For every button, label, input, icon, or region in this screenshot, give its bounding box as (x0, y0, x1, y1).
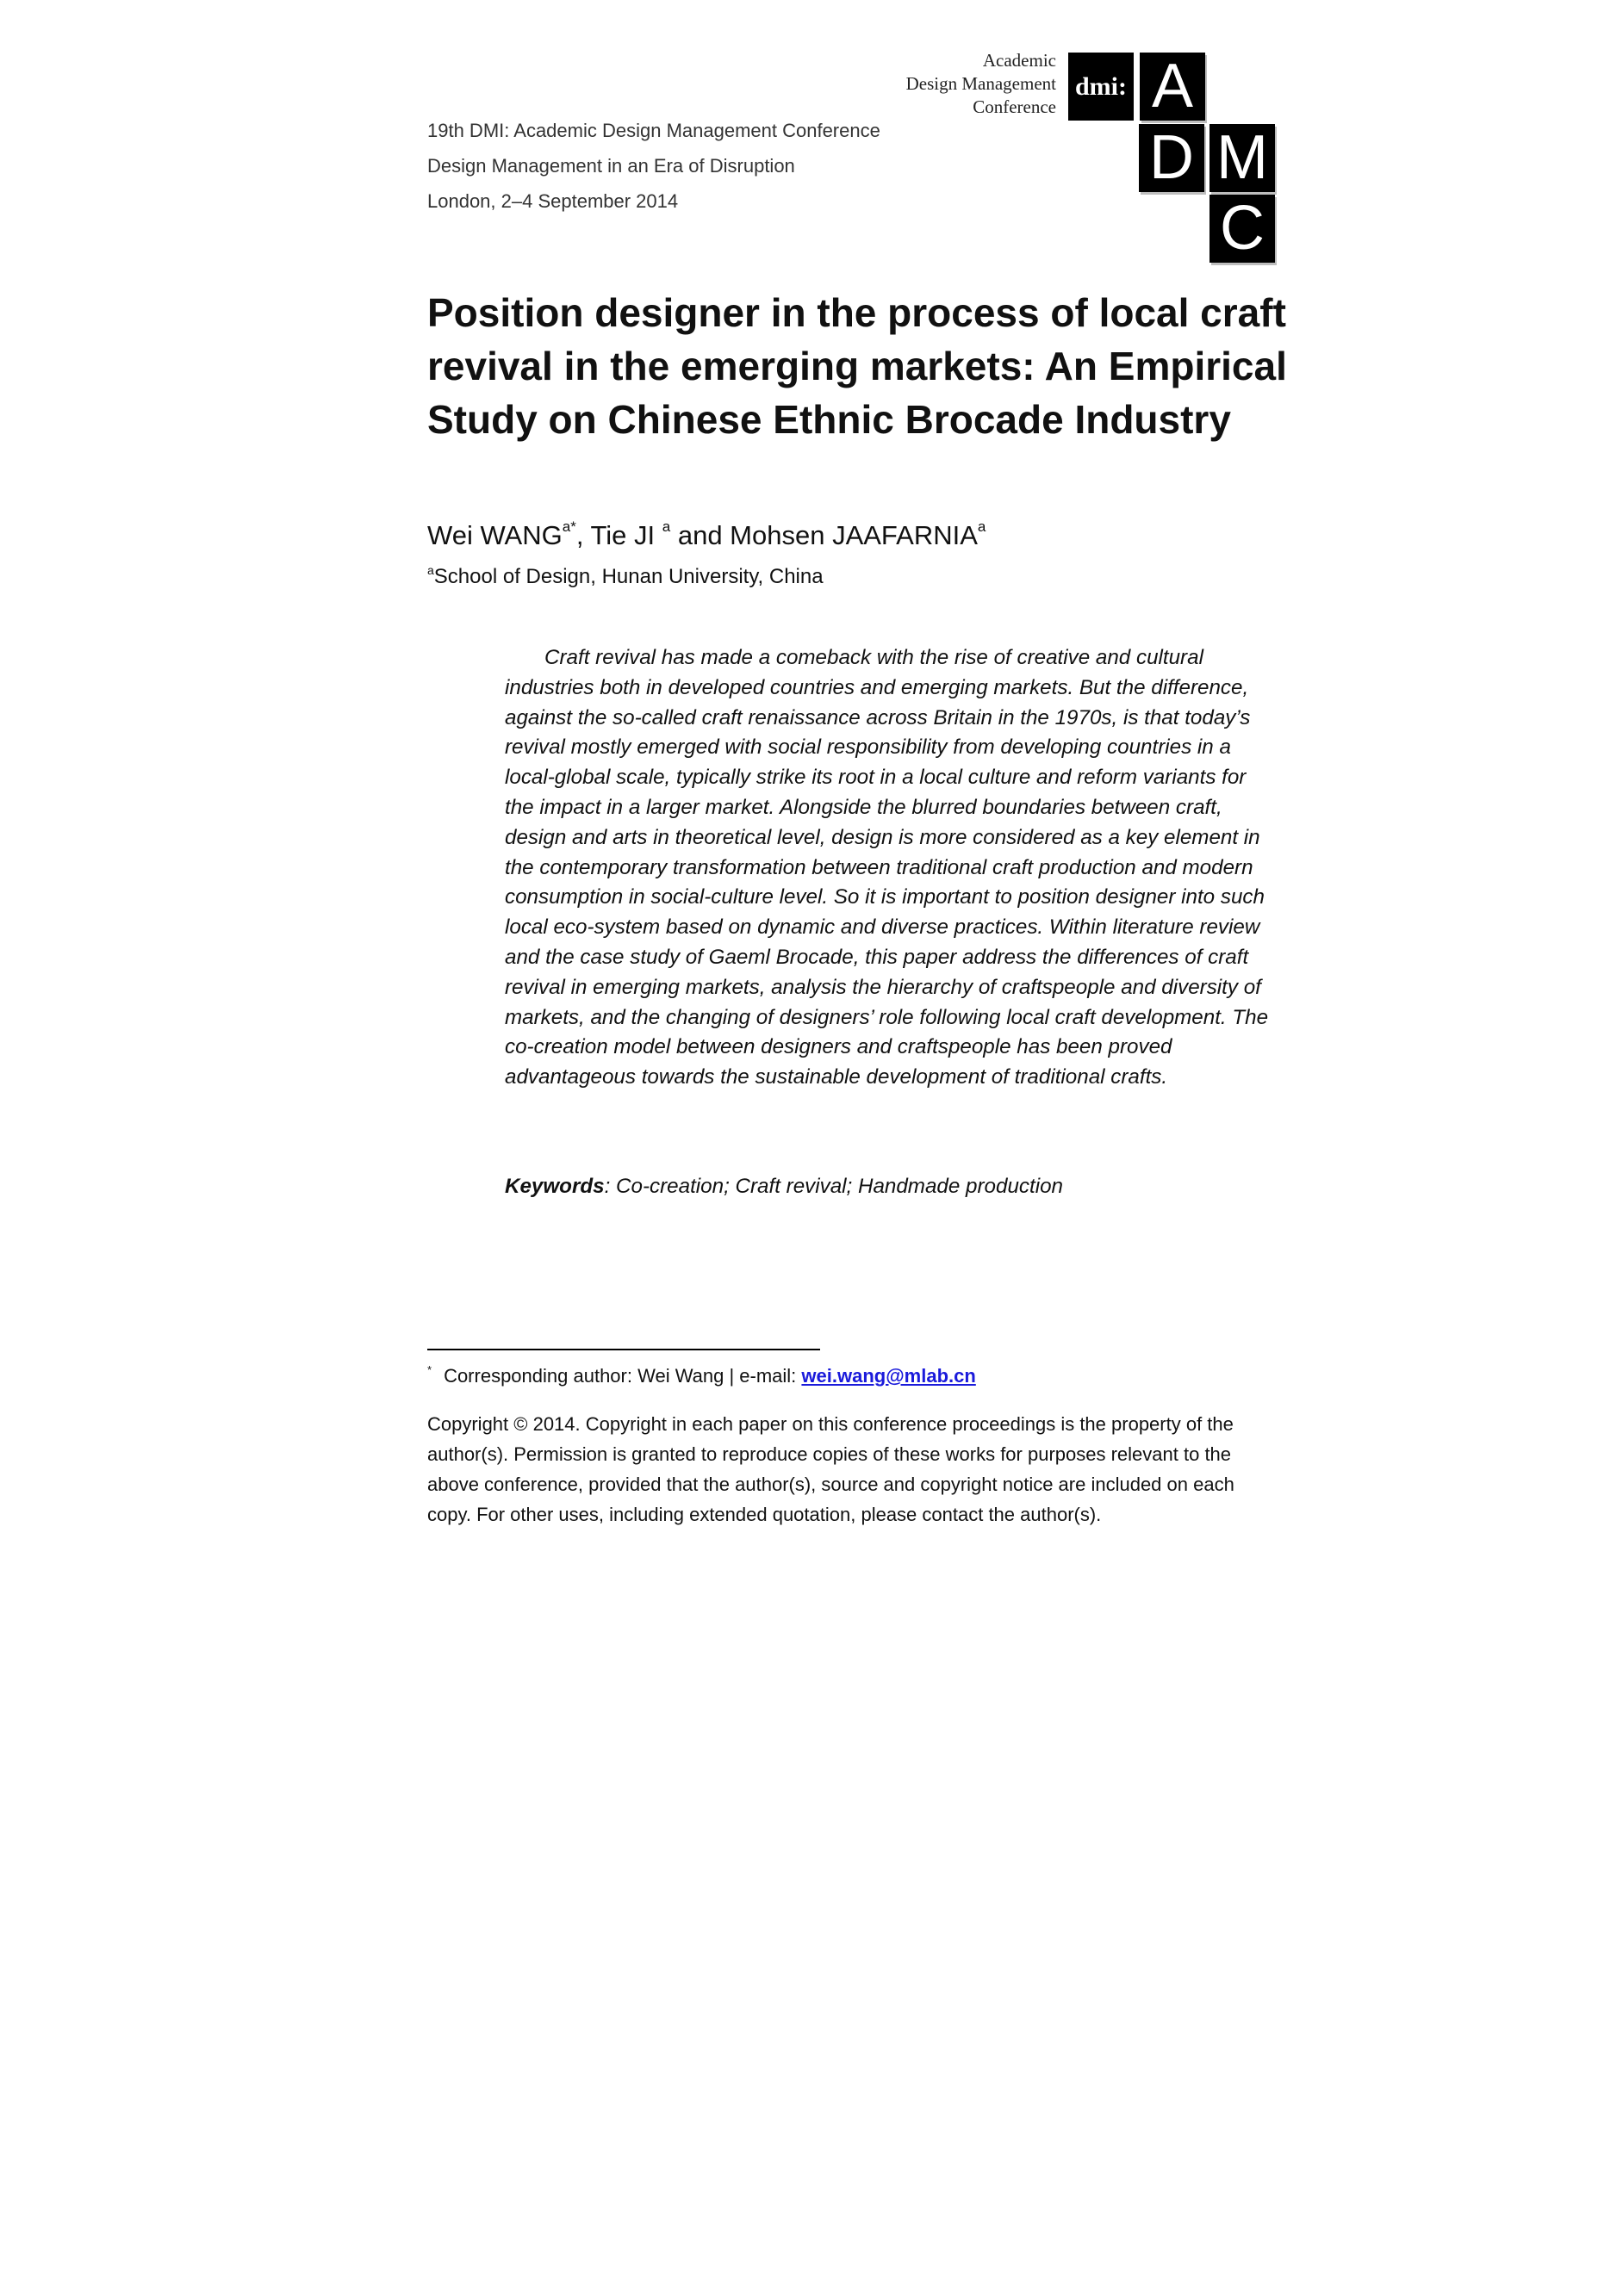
logo-dmi-box: dmi: (1068, 53, 1134, 121)
affiliation (427, 564, 824, 590)
author-affiliation-marker: a (977, 518, 986, 535)
keywords-label: Keywords (505, 1175, 605, 1198)
footnote-divider (427, 1349, 820, 1350)
conference-location-date: London, 2–4 September 2014 (427, 190, 679, 212)
paper-title: Position designer in the process of local craft revival in the emerging markets: An Empirical Study on Chinese Ethnic Brocade Industry (427, 290, 1287, 442)
author-affiliation-marker: a* (562, 518, 576, 535)
author-name: Mohsen JAAFARNIA (730, 520, 978, 550)
email-link[interactable]: wei.wang@mlab.cn (801, 1365, 976, 1387)
affiliation-marker: a (427, 563, 434, 577)
logo-letter-c: C (1209, 195, 1275, 263)
author-name: Wei WANG (427, 520, 563, 550)
logo-letter-m: M (1209, 124, 1275, 192)
author-name: Tie JI (590, 520, 656, 550)
footnote-text: Corresponding author: Wei Wang | e-mail: (444, 1365, 802, 1387)
author-separator: and (670, 520, 731, 550)
conference-name: 19th DMI: Academic Design Management Conference (427, 120, 880, 141)
author-separator: , (575, 520, 591, 550)
logo-letter-d: D (1139, 124, 1204, 192)
keywords (505, 1172, 1063, 1201)
copyright-notice: Copyright © 2014. Copyright in each paper on this conference proceedings is the property of the author(s). Permission is granted to reproduce copies of these works for purposes relevant to the above conference, provided that the author(s), source and copyright notice are included on each copy. For other uses, including extended quotation, please contact the author(s). (427, 1413, 1234, 1525)
logo-text-academic: Academic (982, 50, 1056, 71)
affiliation-text: School of Design, Hunan University, China (433, 565, 824, 588)
footnote (427, 1363, 976, 1389)
logo-letter-a: A (1140, 53, 1205, 121)
logo-text-design-management: Design Management (905, 73, 1056, 94)
conference-theme: Design Management in an Era of Disruption (427, 155, 795, 177)
keywords-list: : Co-creation; Craft revival; Handmade production (604, 1175, 1063, 1198)
footnote-marker: * (427, 1363, 432, 1376)
logo-text-conference: Conference (973, 96, 1056, 117)
abstract: Craft revival has made a comeback with the rise of creative and cultural industries both in developed countries and emerging markets. But the difference, against the so-called craft renaissance across Britain in the 1970s, is that today’s revival mostly emerged with social responsibility from developing countries in a local-global scale, typically strike its root in a local culture and reform variants for the impact in a larger market. Alongside the blurred boundaries between craft, design and arts in theoretical level, design is more considered as a key element in the contemporary transformation between traditional craft production and modern consumption in social-culture level. So it is important to position designer into such local eco-system based on dynamic and diverse practices. Within literature review and the case study of Gaeml Brocade, this paper address the differences of craft revival in emerging markets, analysis the hierarchy of craftspeople and diversity of markets, and the changing of designers’ role following local craft development. The co-creation model between designers and craftspeople has been proved advantageous towards the sustainable development of traditional crafts. (505, 646, 1269, 1089)
author-list (427, 518, 986, 553)
author-affiliation-marker: a (662, 518, 671, 535)
